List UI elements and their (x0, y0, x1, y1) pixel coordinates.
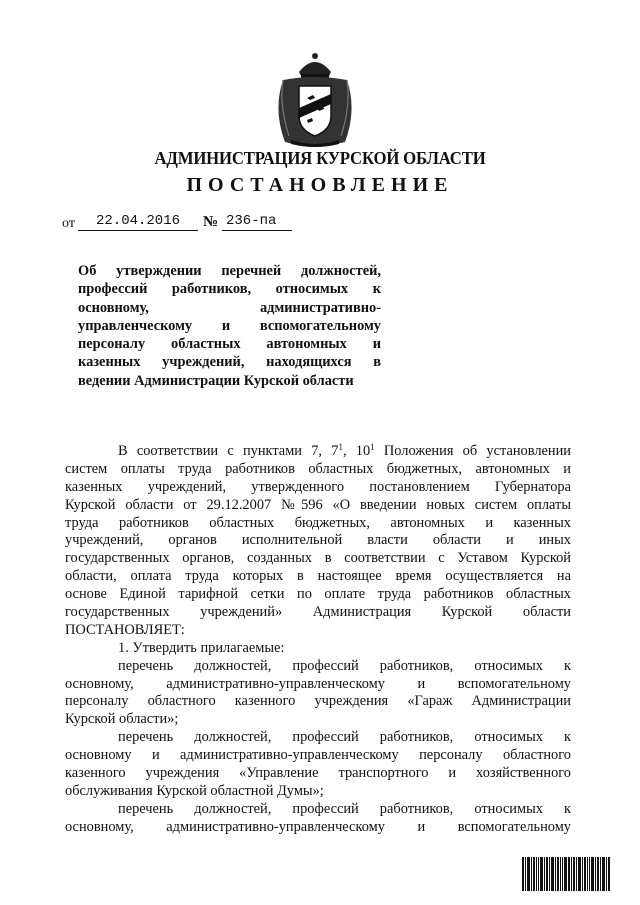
document-number: 236-па (222, 212, 292, 231)
body-text: В соответствии с пунктами 7, 7 (118, 443, 339, 459)
body-line: области, оплата труда которых в настоящее время осуществляется на (65, 568, 571, 585)
subject-line: казенных учреждений, находящихся в (78, 354, 381, 371)
list-item-line: перечень должностей, профессий работников, относимых к (118, 729, 571, 746)
body-line: систем оплаты труда работников областных бюджетных, автономных и (65, 460, 571, 477)
date-prefix: от (62, 216, 75, 231)
subject-line: управленческому и вспомогательному (78, 317, 381, 334)
document-date: 22.04.2016 (78, 212, 198, 231)
barcode-icon (522, 857, 610, 891)
decree-word: ПОСТАНОВЛЯЕТ: (65, 621, 185, 638)
body-line: основе Единой тарифной сетки по оплате труда работников областных (65, 586, 571, 603)
number-sign: № (203, 214, 219, 230)
body-text: , 10 (342, 443, 371, 459)
body-text: Положения об установлении (374, 443, 571, 459)
subject-line: профессий работников, относимых к (78, 281, 381, 298)
subject-line: ведении Администрации Курской области (78, 372, 354, 389)
list-item-line: перечень должностей, профессий работников, относимых к (118, 657, 571, 674)
document-subject (78, 262, 381, 390)
list-item-line: перечень должностей, профессий работников, относимых к (118, 800, 571, 817)
item-1: 1. Утвердить прилагаемые: (118, 639, 285, 656)
document-type: ПОСТАНОВЛЕНИЕ (186, 174, 454, 196)
document-body (65, 443, 571, 837)
list-item-line: основному, административно-управленческому и вспомогательному (65, 818, 571, 835)
body-line: государственных учреждений» Администрация Курской области (65, 604, 571, 621)
body-line: труда работников областных бюджетных, автономных и казенных (65, 514, 571, 531)
list-item-line: основному, административно-управленческому и вспомогательному (65, 675, 571, 692)
subject-line: основному, административно- (78, 299, 381, 316)
superscript: 1 (370, 443, 375, 452)
body-line: учреждений, органов исполнительной власти области и иных (65, 532, 571, 549)
list-item-line: казенного учреждения «Управление транспортного и хозяйственного (65, 765, 571, 782)
body-line: Курской области от 29.12.2007 №596 «О введении новых систем оплаты (65, 496, 571, 513)
body-line: государственных органов, созданных в соответствии с Уставом Курской (65, 550, 571, 567)
body-line: казенных учреждений, утвержденного постановлением Губернатора (65, 478, 571, 495)
subject-line: Об утверждении перечней должностей, (78, 263, 381, 279)
list-item-line: Курской области»; (65, 711, 179, 728)
list-item-line: персоналу областного казенного учреждения «Гараж Администрации (65, 693, 571, 710)
kursk-coat-of-arms-icon (269, 50, 361, 148)
body-line (65, 443, 571, 461)
document-number-line (62, 210, 302, 234)
list-item-line: основному и административно-управленческому персоналу областного (65, 747, 571, 764)
subject-line: персоналу областных автономных и (78, 336, 381, 353)
organization-name: АДМИНИСТРАЦИЯ КУРСКОЙ ОБЛАСТИ (154, 148, 486, 168)
superscript: 1 (338, 443, 343, 452)
list-item-line: обслуживания Курской областной Думы»; (65, 782, 324, 799)
